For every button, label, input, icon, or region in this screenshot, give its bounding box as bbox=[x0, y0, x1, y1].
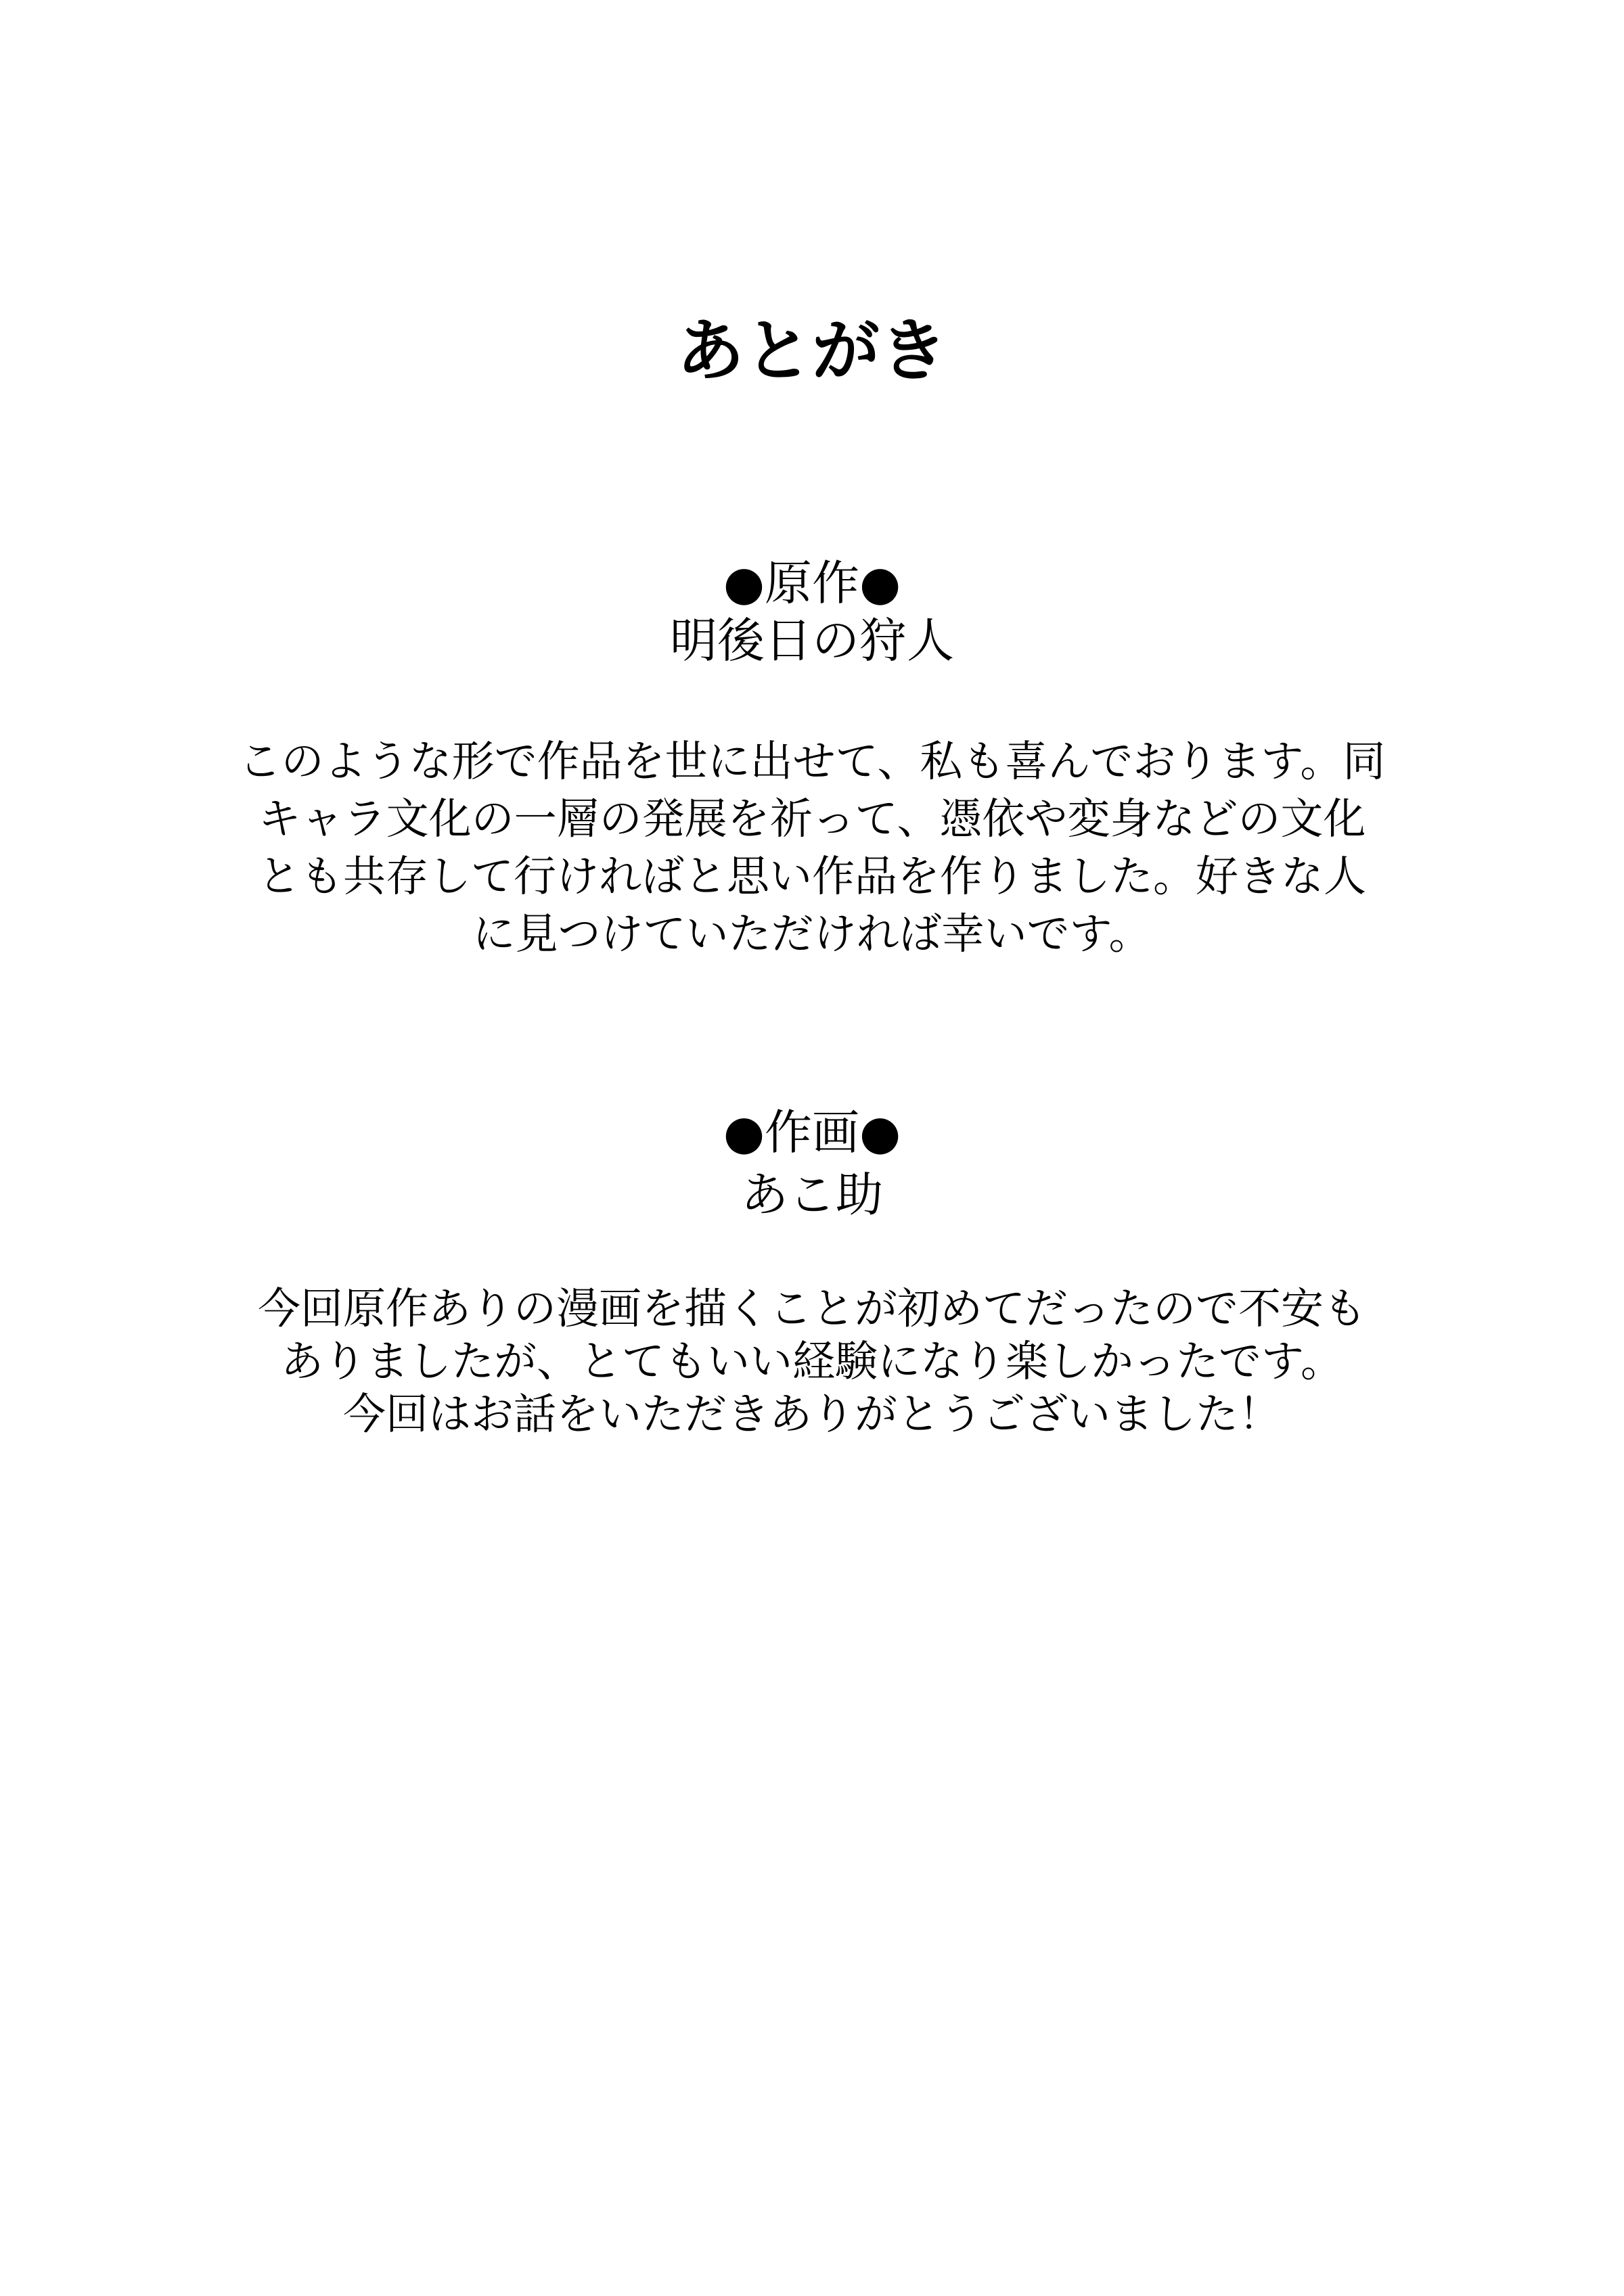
original-work-heading: ●原作● bbox=[723, 555, 901, 611]
comment-line: キャラ文化の一層の発展を祈って、憑依や変身などの文化 bbox=[258, 794, 1366, 844]
original-work-comment bbox=[0, 733, 1624, 963]
page-title: あとがき bbox=[677, 311, 947, 390]
comment-line: ありましたが、とてもいい経験になり楽しかったです。 bbox=[281, 1337, 1343, 1386]
comment-line: 今回原作ありの漫画を描くことが初めてだったので不安も bbox=[258, 1284, 1366, 1333]
artist-section bbox=[0, 1101, 1624, 1226]
artist-comment bbox=[0, 1283, 1624, 1441]
comment-line: に見つけていただければ幸いです。 bbox=[472, 909, 1152, 959]
comment-line: とも共存して行ければと思い作品を作りました。好きな人 bbox=[258, 852, 1366, 901]
comment-line: 今回はお話をいただきありがとうございました！ bbox=[343, 1390, 1281, 1439]
original-work-author-name: 明後日の狩人 bbox=[670, 613, 954, 668]
original-work-section bbox=[0, 555, 1624, 670]
comment-line: このような形で作品を世に出せて、私も喜んでおります。同 bbox=[238, 737, 1386, 786]
artist-heading: ●作画● bbox=[723, 1105, 901, 1160]
artist-author-name: あこ助 bbox=[741, 1167, 883, 1222]
